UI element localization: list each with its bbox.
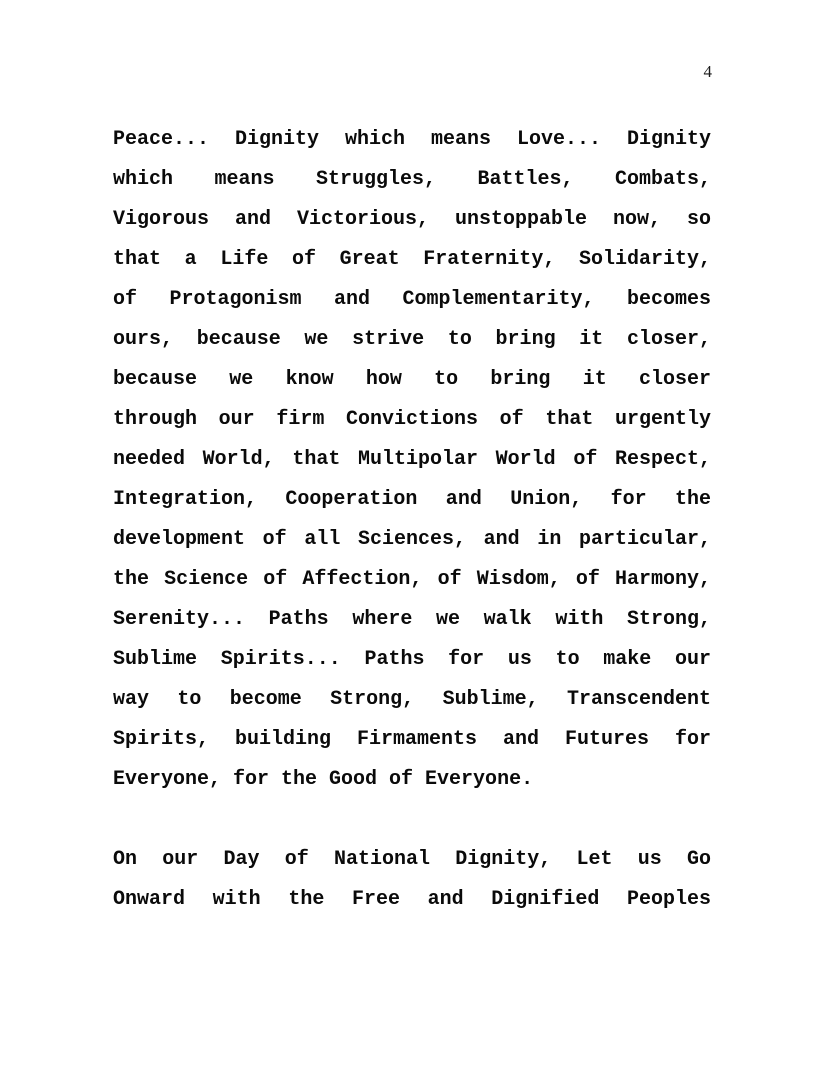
text-line: Integration, Cooperation and Union, for the xyxy=(113,488,711,511)
text-line: Everyone, for the Good of Everyone. xyxy=(113,768,534,791)
text-line: Vigorous and Victorious, unstoppable now, so xyxy=(113,208,711,231)
text-line: the Science of Affection, of Wisdom, of Harmony, xyxy=(113,568,711,591)
text-line: through our firm Convictions of that urgently xyxy=(113,408,711,431)
text-line: because we know how to bring it closer xyxy=(113,368,711,391)
text-line: ours, because we strive to bring it closer, xyxy=(113,328,711,351)
text-line: of Protagonism and Complementarity, becomes xyxy=(113,288,711,311)
text-line: Sublime Spirits... Paths for us to make our xyxy=(113,648,711,671)
text-line: way to become Strong, Sublime, Transcendent xyxy=(113,688,711,711)
text-line: Onward with the Free and Dignified Peoples xyxy=(113,888,711,911)
text-line: that a Life of Great Fraternity, Solidarity, xyxy=(113,248,711,271)
text-line: which means Struggles, Battles, Combats, xyxy=(113,168,711,191)
paragraph-1 xyxy=(113,120,711,800)
text-line: Spirits, building Firmaments and Futures for xyxy=(113,728,711,751)
paragraph-2 xyxy=(113,840,711,920)
text-line: On our Day of National Dignity, Let us Go xyxy=(113,848,711,871)
text-line: development of all Sciences, and in particular, xyxy=(113,528,711,551)
document-body xyxy=(113,120,711,920)
text-line: needed World, that Multipolar World of Respect, xyxy=(113,448,711,471)
page-number: 4 xyxy=(703,62,712,81)
text-line: Serenity... Paths where we walk with Strong, xyxy=(113,608,711,631)
text-line: Peace... Dignity which means Love... Dignity xyxy=(113,128,711,151)
